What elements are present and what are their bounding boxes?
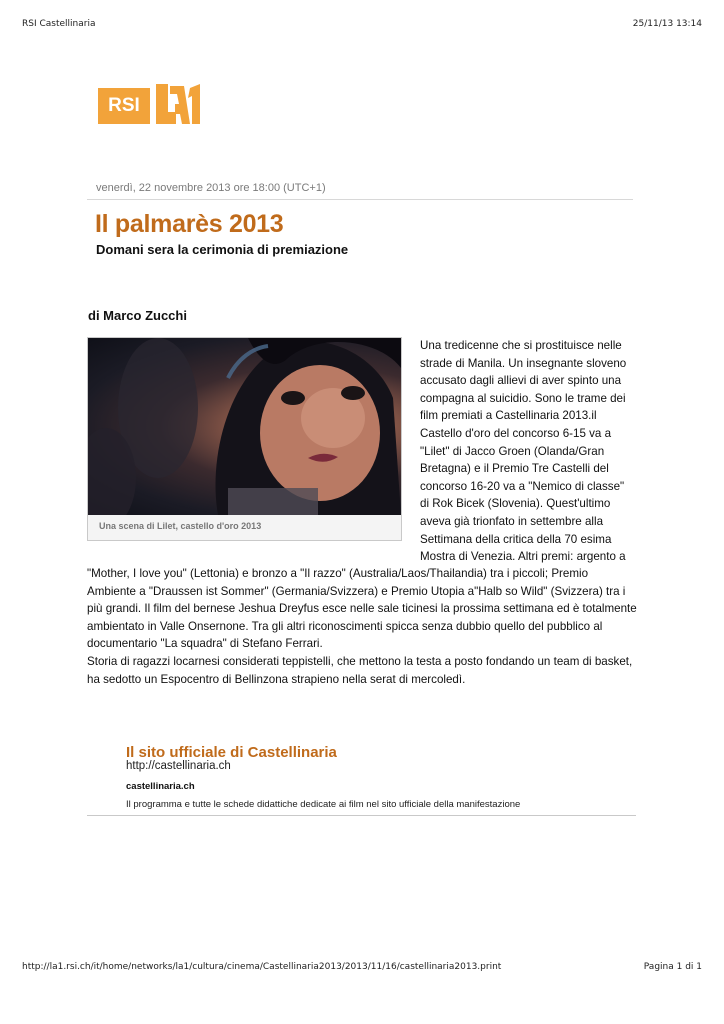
- body-paragraph: Una tredicenne che si prostituisce nelle strade di Manila. Un insegnante sloveno accusato dagli allievi di aver spinto una compagna al suicidio. Sono le trame dei film premiati a Castellinaria 2013.il Castello d'oro del concorso 6-15 va a "Lilet" di Jacco Groen (Olanda/Gran Bretagna) e il Premio Tre Castelli del concorso 16-20 va a "Nemico di classe" di Rok Bicek (Slovenia). Quest'ultimo aveva già trionfato in settembre alla Settimana della critica della 70 esima Mostra di Venezia. Altri premi: argento a: [420, 339, 627, 564]
- article-dateline: venerdì, 22 novembre 2013 ore 18:00 (UTC+1): [96, 182, 326, 194]
- print-header-timestamp: 25/11/13 13:14: [632, 19, 702, 29]
- divider: [87, 199, 633, 200]
- body-paragraph: "Mother, I love you" (Lettonia) e bronzo a "Il razzo" (Australia/Laos/Thailandia) tra i piccoli; Premio Ambiente a "Draussen ist Sommer" (Germania/Svizzera) e Premio Utopia a"Halb so Wild" (Svizzera) tra i più grandi. Il film del bernese Jeshua Dreyfus esce nelle sale ticinesi la prossima settimana ed è totalmente ambientato in Valle Onsernone. Tra gli altri riconoscimenti spicca senza dubbio quello del pubblico al documentario "La squadra" di Stefano Ferrari.: [87, 567, 637, 651]
- la1-logo-icon: [154, 84, 206, 126]
- related-link-heading[interactable]: Il sito ufficiale di Castellinaria: [126, 744, 337, 761]
- article-body-column: [420, 337, 636, 566]
- rsi-logo-text: RSI: [98, 88, 150, 124]
- related-link-description: Il programma e tutte le schede didattiche dedicate ai film nel sito ufficiale della manifestazione: [126, 799, 521, 810]
- article-author: di Marco Zucchi: [88, 308, 187, 323]
- rsi-la1-logo[interactable]: [98, 84, 208, 126]
- article-image-box: [87, 337, 402, 541]
- print-header-title: RSI Castellinaria: [22, 19, 96, 29]
- article-title: Il palmarès 2013: [95, 210, 284, 238]
- print-footer-page: Pagina 1 di 1: [643, 962, 702, 972]
- article-body-full: [87, 565, 637, 688]
- article-photo: [88, 338, 401, 515]
- print-footer-url: http://la1.rsi.ch/it/home/networks/la1/cultura/cinema/Castellinaria2013/2013/11/16/castellinaria2013.print: [22, 962, 502, 972]
- article-subtitle: Domani sera la cerimonia di premiazione: [96, 242, 349, 257]
- divider: [87, 815, 636, 816]
- related-link-name[interactable]: castellinaria.ch: [126, 781, 195, 792]
- related-link-url[interactable]: http://castellinaria.ch: [126, 760, 231, 772]
- photo-illustration: [88, 338, 401, 515]
- image-caption: Una scena di Lilet, castello d'oro 2013: [99, 521, 262, 531]
- body-paragraph: Storia di ragazzi locarnesi considerati teppistelli, che mettono la testa a posto fondando un team di basket, ha sedotto un Espocentro di Bellinzona strapieno nella serat di mercoledì.: [87, 654, 633, 686]
